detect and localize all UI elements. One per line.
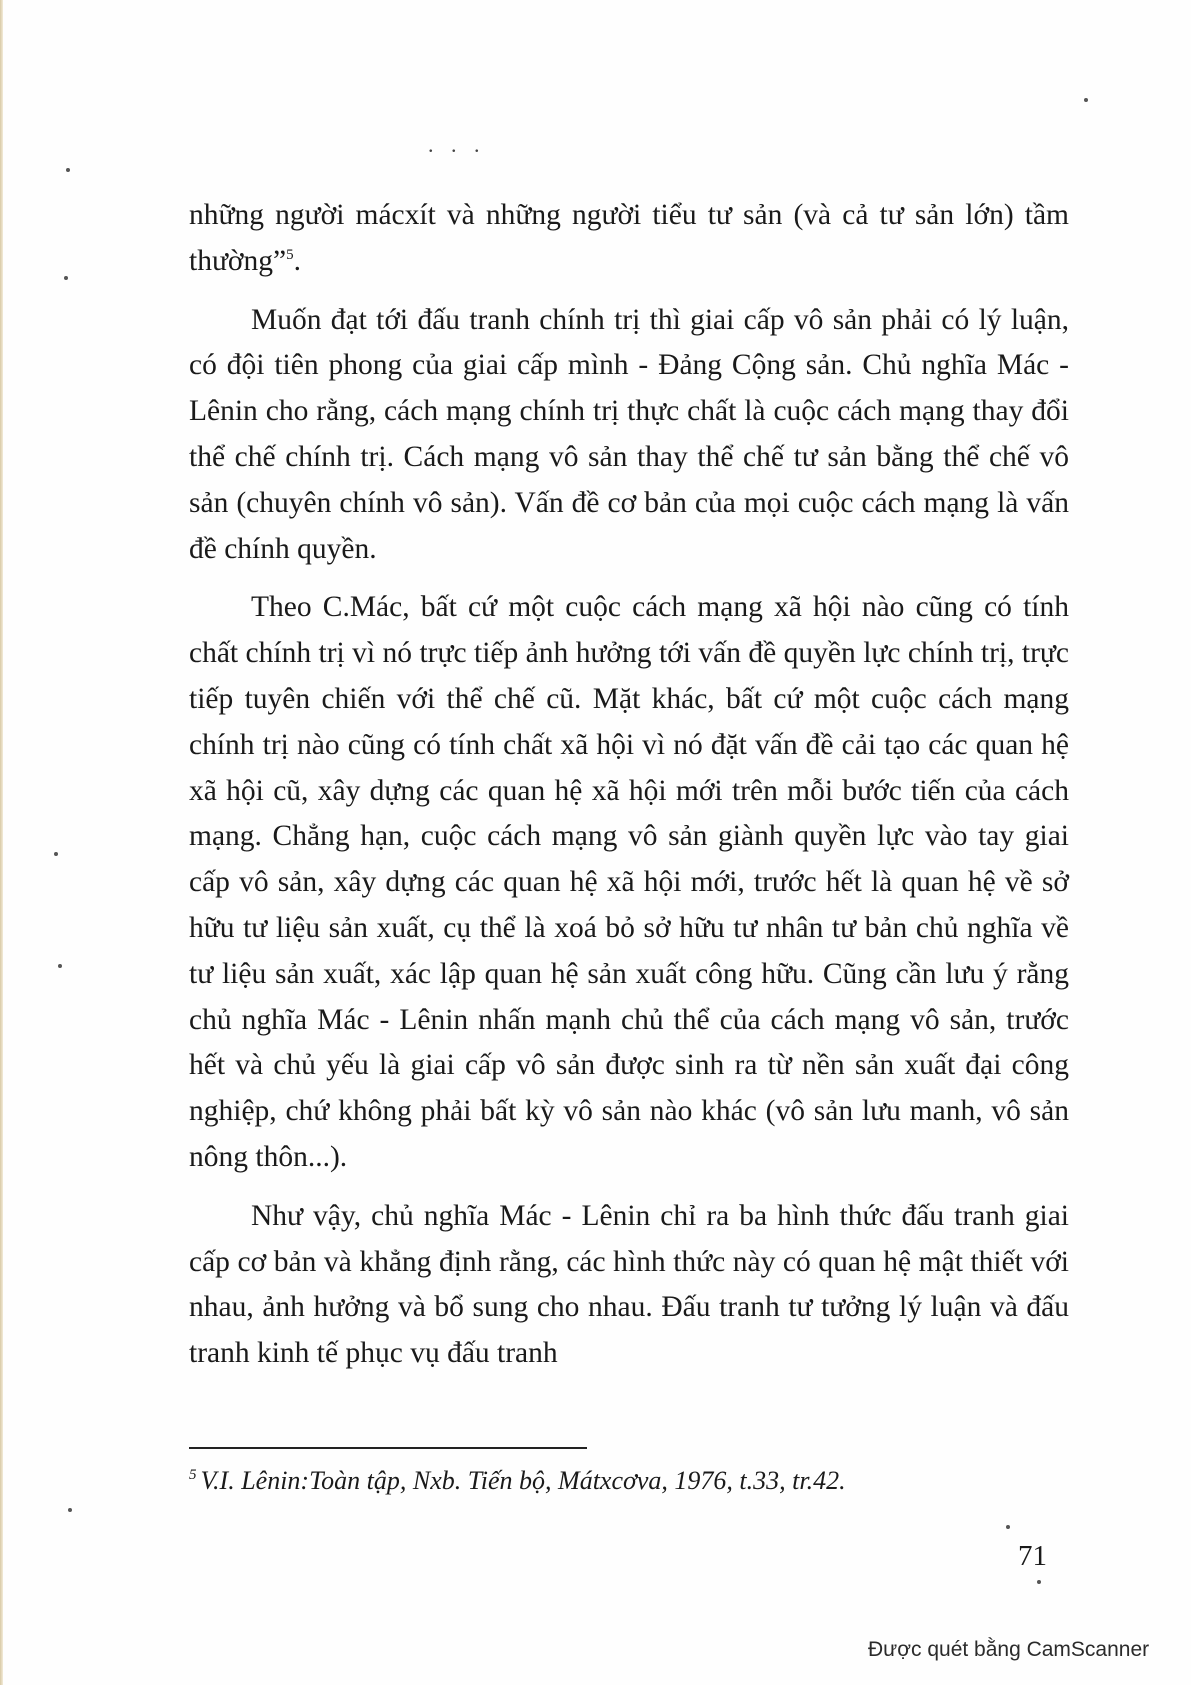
footnote-marker: 5 bbox=[189, 1467, 197, 1484]
footnote-reference[interactable]: 5 bbox=[286, 246, 294, 263]
scan-speck bbox=[68, 1508, 72, 1512]
scan-speck bbox=[1006, 1525, 1010, 1529]
scan-speck bbox=[64, 276, 68, 280]
paragraph: Theo C.Mác, bất cứ một cuộc cách mạng xã hội nào cũng có tính chất chính trị vì nó trực tiếp ảnh hưởng tới vấn đề quyền lực chính trị, trực tiếp tuyên chiến với thể chế cũ. Mặt khác, bất cứ một cuộc cách mạng chính trị nào cũng có tính chất xã hội vì nó đặt vấn đề cải tạo các quan hệ xã hội cũ, xây dựng các quan hệ xã hội mới trên mỗi bước tiến của cách mạng. Chẳng hạn, cuộc cách mạng vô sản giành quyền lực vào tay giai cấp vô sản, xây dựng các quan hệ xã hội mới, trước hết là quan hệ về sở hữu tư liệu sản xuất, cụ thể là xoá bỏ sở hữu tư nhân tư bản chủ nghĩa về tư liệu sản xuất, xác lập quan hệ sản xuất công hữu. Cũng cần lưu ý rằng chủ nghĩa Mác - Lênin nhấn mạnh chủ thể của cách mạng vô sản, trước hết và chủ yếu là giai cấp vô sản được sinh ra từ nền sản xuất đại công nghiệp, chứ không phải bất kỳ vô sản nào khác (vô sản lưu manh, vô sản nông thôn...). bbox=[189, 591, 1069, 1173]
body-text bbox=[189, 193, 1069, 1377]
scan-speck bbox=[66, 168, 70, 172]
scan-speck bbox=[54, 852, 58, 856]
page-number: 71 bbox=[1018, 1540, 1047, 1572]
scan-edge bbox=[0, 0, 3, 1685]
scanner-watermark: Được quét bằng CamScanner bbox=[868, 1638, 1150, 1661]
paragraph-text: những người mácxít và những người tiểu tư sản (và cả tư sản lớn) tầm thường” bbox=[189, 199, 1069, 277]
scan-speck bbox=[1037, 1580, 1041, 1584]
paragraph-continuation bbox=[189, 193, 1069, 285]
scan-speck bbox=[58, 964, 62, 968]
scan-speck bbox=[1084, 98, 1088, 102]
paragraph: Như vậy, chủ nghĩa Mác - Lênin chỉ ra ba hình thức đấu tranh giai cấp cơ bản và khẳng định rằng, các hình thức này có quan hệ mật thiết với nhau, ảnh hưởng và bổ sung cho nhau. Đấu tranh tư tưởng lý luận và đấu tranh kinh tế phục vụ đấu tranh bbox=[189, 1199, 1069, 1370]
footnote-divider bbox=[189, 1447, 587, 1449]
footnote bbox=[189, 1466, 1069, 1496]
paragraph-end-punctuation: . bbox=[293, 244, 302, 277]
footnote-text: V.I. Lênin:Toàn tập, Nxb. Tiến bộ, Mátxcơva, 1976, t.33, tr.42. bbox=[200, 1466, 846, 1495]
paragraph: Muốn đạt tới đấu tranh chính trị thì giai cấp vô sản phải có lý luận, có đội tiên phong của giai cấp mình - Đảng Cộng sản. Chủ nghĩa Mác - Lênin cho rằng, cách mạng chính trị thực chất là cuộc cách mạng thay đổi thể chế chính trị. Cách mạng vô sản thay thể chế tư sản bằng thể chế vô sản (chuyên chính vô sản). Vấn đề cơ bản của mọi cuộc cách mạng là vấn đề chính quyền. bbox=[189, 303, 1069, 565]
top-ellipsis-marker: . . . bbox=[428, 132, 486, 157]
